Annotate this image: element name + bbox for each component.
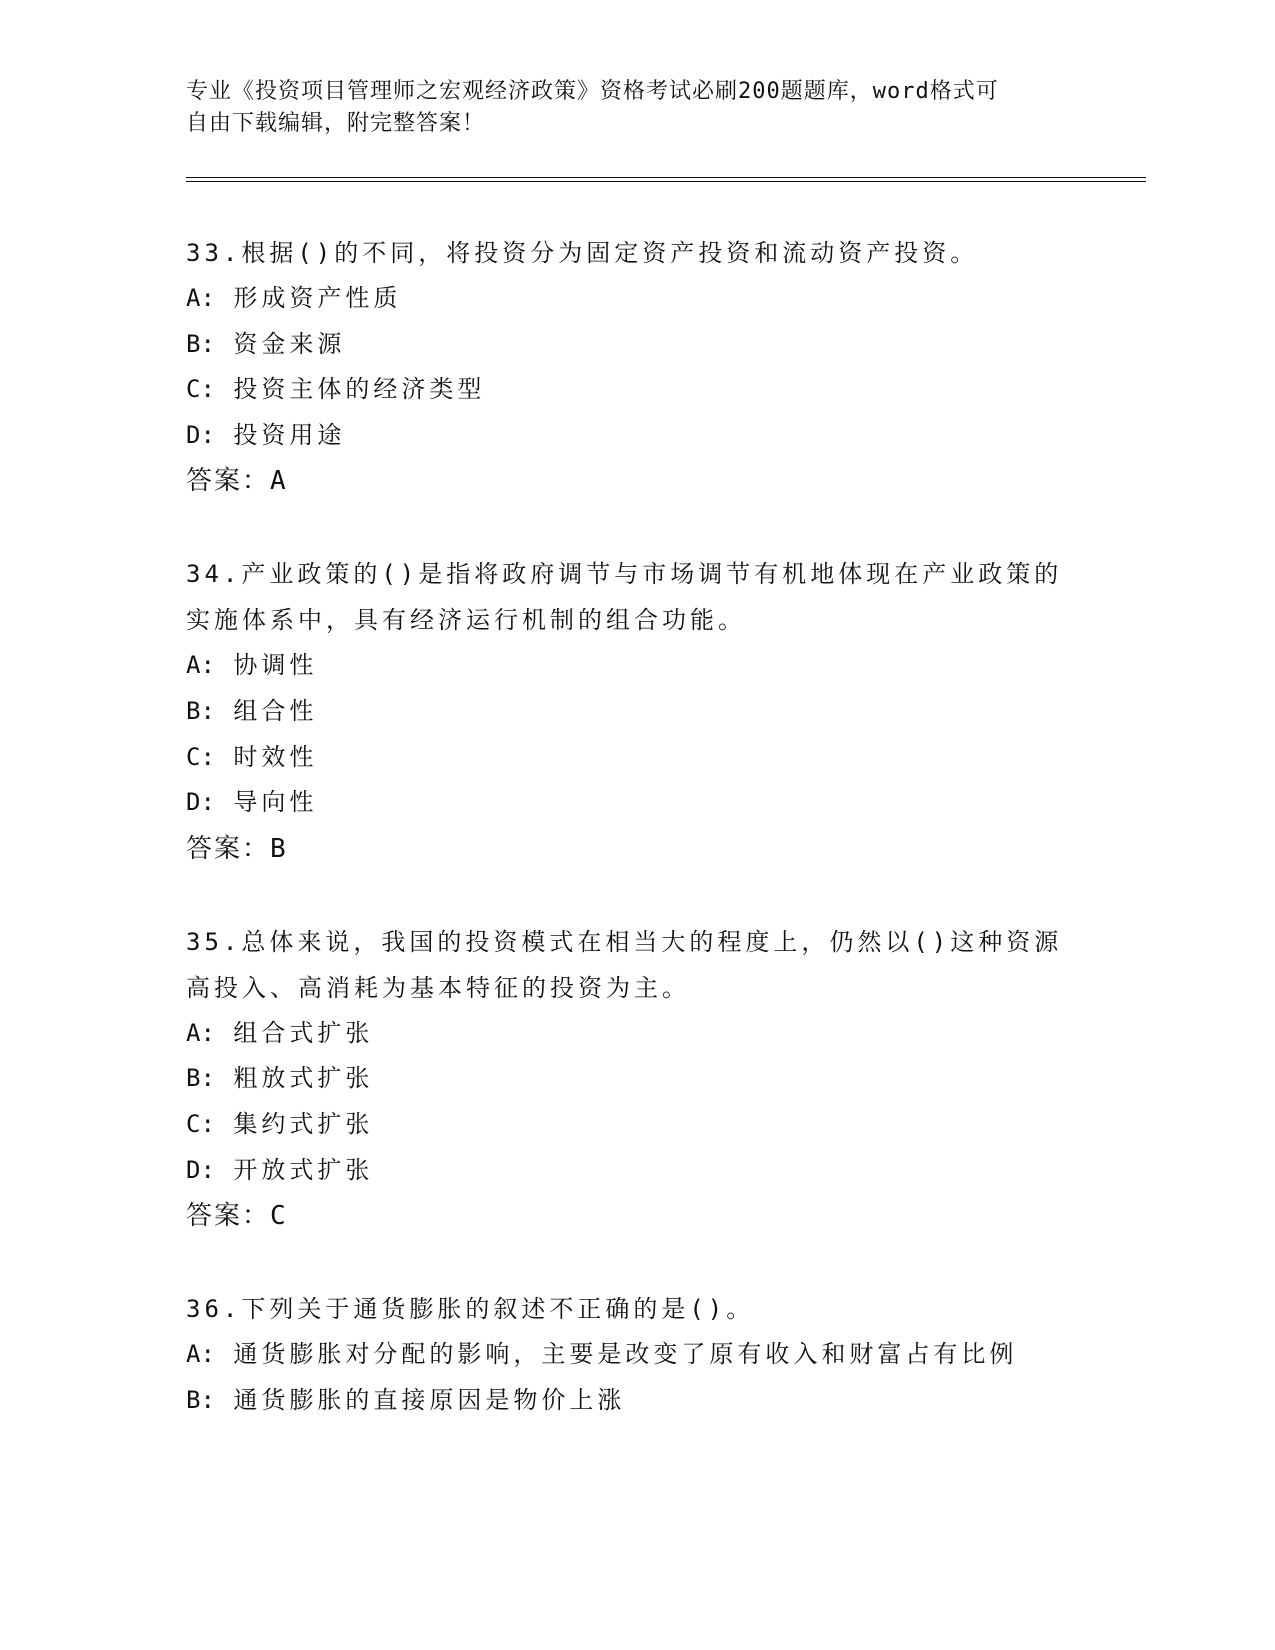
option-text: 投资用途 [233, 420, 346, 449]
option-text: 时效性 [233, 742, 318, 771]
answer-value: B [270, 833, 287, 864]
header-divider-bottom [186, 181, 1146, 182]
option-letter: D: [186, 1155, 215, 1184]
header-divider-top [186, 177, 1146, 178]
option-letter: B: [186, 696, 215, 725]
option-letter: A: [186, 1018, 215, 1047]
option-letter: A: [186, 651, 215, 680]
header-title-line-1: 专业《投资项目管理师之宏观经济政策》资格考试必刷200题题库，word格式可 [186, 79, 999, 104]
answer-label: 答案： [186, 466, 271, 497]
option-text: 集约式扩张 [233, 1109, 374, 1138]
question-36 [186, 1286, 1086, 1423]
answer-line [186, 826, 1086, 872]
question-stem: 34.产业政策的()是指将政府调节与市场调节有机地体现在产业政策的实施体系中，具有经济运行机制的组合功能。 [186, 560, 1063, 635]
answer-label: 答案： [186, 833, 271, 864]
option-text: 资金来源 [233, 329, 346, 358]
option-d [186, 780, 1086, 826]
answer-line [186, 458, 1086, 504]
option-text: 粗放式扩张 [233, 1064, 374, 1093]
option-letter: B: [186, 1064, 215, 1093]
option-c [186, 735, 1086, 781]
answer-label: 答案： [186, 1201, 271, 1232]
option-letter: D: [186, 788, 215, 817]
option-c [186, 367, 1086, 413]
document-header [186, 76, 1086, 140]
question-34 [186, 551, 1086, 871]
answer-value: C [270, 1201, 287, 1232]
header-title-line-2: 自由下载编辑，附完整答案！ [186, 111, 486, 136]
option-text: 投资主体的经济类型 [233, 375, 486, 404]
option-letter: C: [186, 742, 215, 771]
option-b [186, 1378, 1086, 1424]
option-a [186, 1011, 1086, 1057]
question-list [186, 230, 1086, 1470]
option-letter: D: [186, 420, 215, 449]
question-stem: 36.下列关于通货膨胀的叙述不正确的是()。 [186, 1295, 755, 1324]
option-text: 开放式扩张 [233, 1155, 374, 1184]
option-a [186, 1332, 1086, 1378]
option-letter: C: [186, 1109, 215, 1138]
option-text: 通货膨胀对分配的影响，主要是改变了原有收入和财富占有比例 [233, 1340, 1018, 1369]
option-letter: C: [186, 375, 215, 404]
option-a [186, 276, 1086, 322]
answer-line [186, 1193, 1086, 1239]
option-text: 组合性 [233, 696, 318, 725]
option-letter: A: [186, 284, 215, 312]
option-letter: B: [186, 1385, 215, 1414]
option-b [186, 1056, 1086, 1102]
option-text: 组合式扩张 [233, 1018, 374, 1047]
question-33 [186, 230, 1086, 504]
option-letter: B: [186, 329, 215, 358]
option-text: 协调性 [233, 651, 318, 680]
question-stem: 35.总体来说，我国的投资模式在相当大的程度上，仍然以()这种资源高投入、高消耗为基本特征的投资为主。 [186, 927, 1063, 1002]
option-text: 通货膨胀的直接原因是物价上涨 [233, 1385, 626, 1414]
option-b [186, 689, 1086, 735]
question-35 [186, 919, 1086, 1239]
question-stem: 33.根据()的不同，将投资分为固定资产投资和流动资产投资。 [186, 239, 979, 267]
option-d [186, 413, 1086, 459]
option-a [186, 643, 1086, 689]
option-letter: A: [186, 1340, 215, 1369]
option-b [186, 322, 1086, 368]
answer-value: A [270, 466, 287, 497]
option-c [186, 1102, 1086, 1148]
option-d [186, 1148, 1086, 1194]
option-text: 形成资产性质 [233, 284, 402, 312]
option-text: 导向性 [233, 788, 318, 817]
